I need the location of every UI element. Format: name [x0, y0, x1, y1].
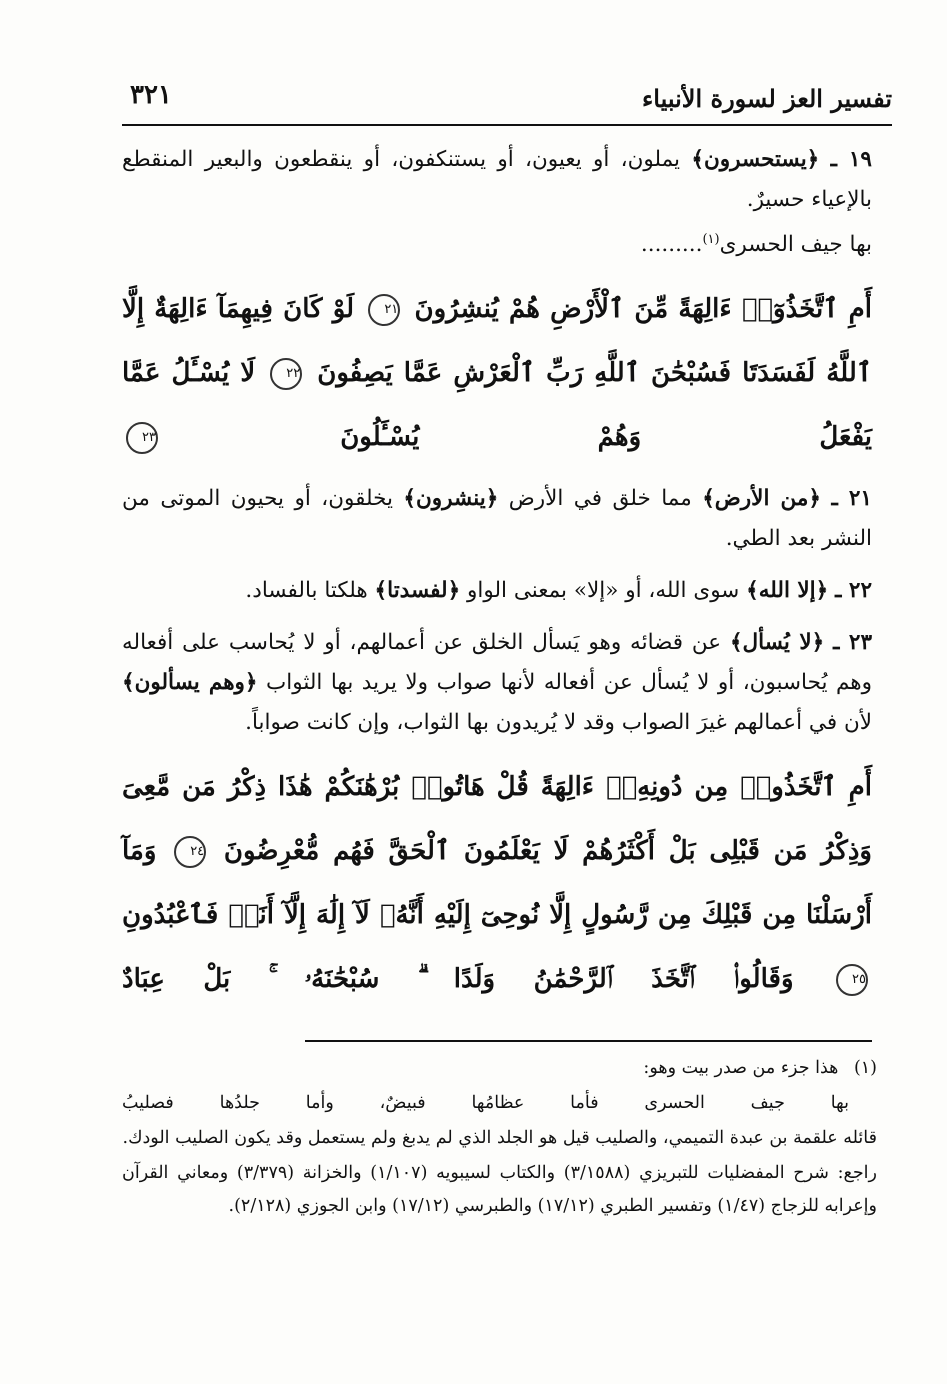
ayah-marker-25: ٢٥ [836, 964, 868, 996]
footnote-intro [122, 1052, 877, 1085]
ayah-marker-23: ٢٣ [126, 422, 158, 454]
ayah-marker-24: ٢٤ [174, 836, 206, 868]
paragraph-number: ١٩ ـ [830, 147, 872, 172]
commentary-text: سوى الله، أو «إلا» بمعنى الواو [460, 578, 747, 604]
quran-block-2 [122, 755, 872, 1011]
quran-text: لَا يُسْـَٔلُ عَمَّا يَفْعَلُ وَهُمْ يُسْـَٔلُونَ [122, 358, 872, 453]
commentary-text: يملون، أو يعيون، أو يستنكفون، أو ينقطعون والبعير المنقطع بالإعياء حسيرٌ. [122, 147, 872, 212]
poetry-quote [641, 232, 872, 257]
quran-text: لَآ إِلَٰهَ إِلَّآ أَنَا۠ فَٱعْبُدُونِ [122, 900, 370, 931]
commentary-text: عن قضائه وهو يَسأل الخلق عن أعمالهم، أو لا يُحاسب على أفعاله وهم يُحاسبون، أو لا يُسأل عن أفعاله لأنها صواب ولا يريد بها الثواب [122, 630, 872, 696]
poem-hemistich-a: بها جيف الحسرى فأما عظامُها [471, 1093, 849, 1113]
quran-text: وَمَآ أَرْسَلْنَا مِن قَبْلِكَ مِن رَّسُولٍ إِلَّا نُوحِىٓ إِلَيْهِ أَنَّهُۥ [122, 836, 872, 931]
ellipsis-dots: ......... [640, 232, 703, 258]
paragraph-23 [122, 623, 872, 743]
quran-text: أَمِ ٱتَّخَذُوا۟ مِن دُونِهِۦٓ ءَالِهَةً قُلْ هَاتُوا۟ بُرْهَٰنَكُمْ هَٰذَا ذِكْرُ مَن مَّعِىَ وَذِكْرُ مَن قَبْلِى بَلْ أَكْثَرُهُمْ [122, 772, 872, 867]
poem-hemistich-b: فبيضٌ، وأما جلدُها فصليبُ [122, 1093, 426, 1113]
page-number: ٣٢١ [130, 80, 172, 110]
poetry-text: بها جيف الحسرى [719, 232, 872, 258]
paragraph-number: ٢٣ ـ [833, 630, 873, 656]
footnote-ref: (١) [702, 232, 720, 247]
commentary-text: هلكتا بالفساد. [245, 578, 375, 604]
quran-text: فَسُبْحَٰنَ ٱللَّهِ رَبِّ ٱلْعَرْشِ عَمَّا يَصِفُونَ [317, 358, 732, 389]
quran-term: ﴿يستحسرون﴾ [691, 147, 820, 172]
footnote-intro-text: هذا جزء من صدر بيت وهو: [643, 1058, 839, 1078]
paragraph-22 [122, 571, 872, 611]
quran-text: وَقَالُوا۟ ٱتَّخَذَ ٱلرَّحْمَٰنُ وَلَدًا ۗ سُبْحَٰنَهُۥ ۚ بَلْ عِبَادٌ [122, 964, 794, 995]
quran-term: ﴿ينشرون﴾ [403, 486, 499, 512]
header-title: تفسير العز لسورة الأنبياء [642, 84, 892, 113]
running-header [122, 78, 892, 126]
quran-term: ﴿وهم يسألون﴾ [122, 670, 258, 696]
paragraph-number: ٢٢ ـ [835, 578, 872, 604]
footnote-attribution: قائله علقمة بن عبدة التميمي، والصليب قيل هو الجلد الذي لم يدبغ ولم يستعمل وقد يكون الصليب الودك. [122, 1128, 877, 1148]
quran-text: لَا يَعْلَمُونَ ٱلْحَقَّ فَهُم مُّعْرِضُونَ [223, 836, 569, 867]
footnote-references: راجع: شرح المفضليات للتبريزي (٣/١٥٨٨) والكتاب لسيبويه (١/١٠٧) والخزانة (٣/٣٧٩) ومعاني القرآن وإعرابه للزجاج (١/٤٧) وتفسير الطبري (١٧/١٢) والطبرسي (١٧/١٢) وابن الجوزي (٢/١٢٨). [122, 1163, 877, 1216]
paragraph-21 [122, 479, 872, 559]
quran-block-1 [122, 277, 872, 469]
quran-term: ﴿إلا الله﴾ [746, 578, 829, 604]
quran-text: أَمِ ٱتَّخَذُوٓا۟ ءَالِهَةً مِّنَ ٱلْأَرْضِ هُمْ يُنشِرُونَ [414, 294, 872, 325]
ayah-marker-21: ٢١ [368, 294, 400, 326]
commentary-text: مما خلق في الأرض [498, 486, 703, 512]
quran-term: ﴿لا يُسأل﴾ [729, 630, 825, 656]
paragraph-19 [122, 140, 872, 265]
ayah-marker-22: ٢٢ [270, 358, 302, 390]
commentary-text: لأن في أعمالهم غيرَ الصواب وقد لا يُريدون بها الثواب، وإن كانت صواباً. [245, 710, 872, 736]
quran-term: ﴿من الأرض﴾ [702, 486, 821, 512]
paragraph-number: ٢١ ـ [831, 486, 872, 512]
footnote-divider [305, 1040, 872, 1042]
footnote-poem [122, 1087, 877, 1120]
footnotes [122, 1052, 877, 1225]
quran-term: ﴿لفسدتا﴾ [374, 578, 461, 604]
commentary-text: يخلقون، أو يحيون الموتى من النشر بعد الطي. [122, 486, 872, 552]
quran-text: لَوْ كَانَ فِيهِمَآ ءَالِهَةٌ إِلَّا ٱللَّهُ لَفَسَدَتَا [122, 294, 872, 389]
footnote-number: (١) [853, 1058, 877, 1078]
main-content [122, 140, 872, 1021]
